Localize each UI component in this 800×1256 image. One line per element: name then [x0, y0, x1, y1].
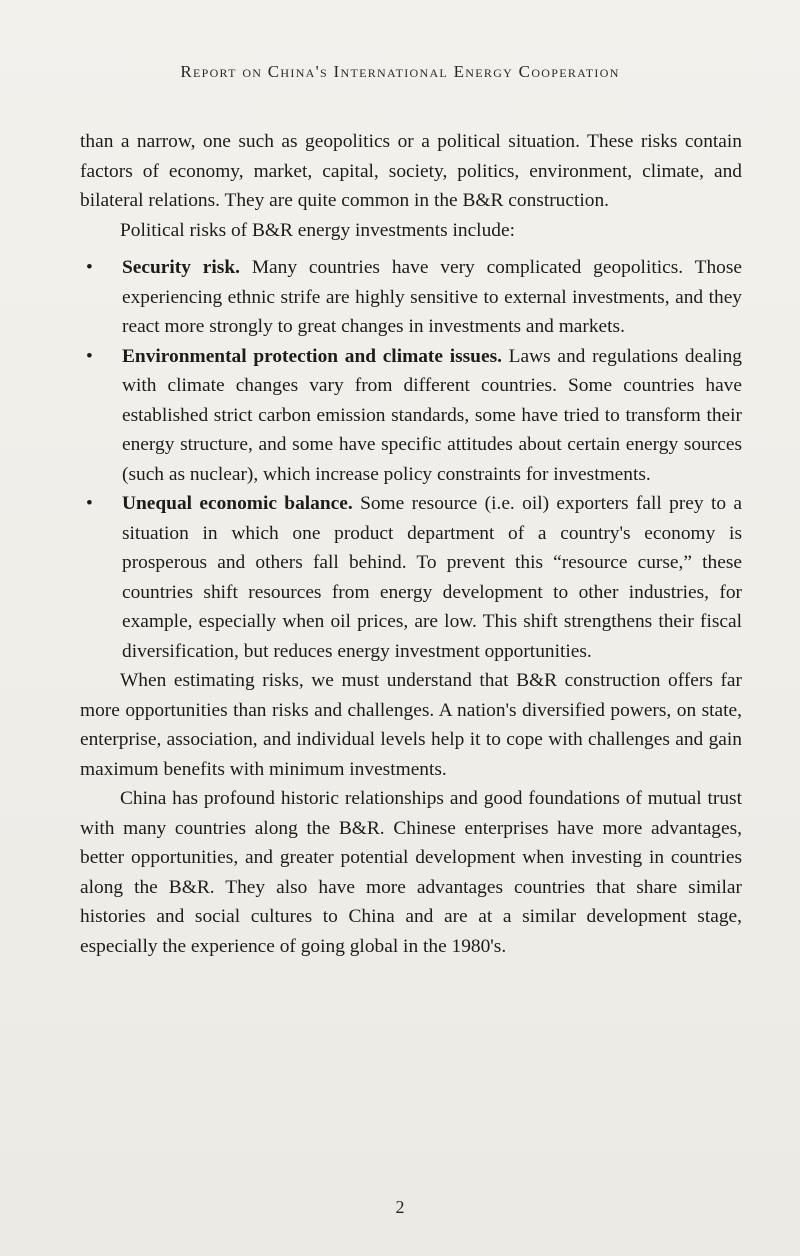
page-body	[80, 127, 742, 961]
paragraph-china: China has profound historic relationships and good foundations of mutual trust with many countries along the B&R. Chinese enterprises have more advantages, better opportunities, and greater potential development when investing in countries along the B&R. They also have more advantages countries that share similar histories and social cultures to China and are at a similar development stage, especially the experience of going global in the 1980's.	[80, 788, 742, 957]
risk-list	[80, 253, 742, 666]
list-item-title: Unequal economic balance.	[122, 493, 353, 514]
list-item-text: Many countries have very complicated geopolitics. Those experiencing ethnic strife are highly sensitive to external investments, and they react more strongly to great changes in investments and markets.	[122, 257, 742, 337]
list-item-title: Security risk.	[122, 257, 240, 278]
list-item	[80, 489, 742, 666]
list-item-text: Laws and regulations dealing with climate changes vary from different countries. Some countries have established strict carbon emission standards, some have tried to transform their energy structure, and some have specific attitudes about certain energy sources (such as nuclear), which increase policy constraints for investments.	[122, 345, 742, 485]
running-head: Report on China's International Energy Cooperation	[180, 62, 620, 81]
paragraph-risks: When estimating risks, we must understand that B&R construction offers far more opportunities than risks and challenges. A nation's diversified powers, on state, enterprise, association, and individual levels help it to cope with challenges and gain maximum benefits with minimum investments.	[80, 670, 742, 780]
list-item-text: Some resource (i.e. oil) exporters fall prey to a situation in which one product department of a country's economy is prosperous and others fall behind. To prevent this “resource curse,” these countries shift resources from energy development to other industries, for example, especially when oil prices, are low. This shift strengthens their fiscal diversification, but reduces energy investment opportunities.	[122, 493, 742, 662]
paragraph-lead: Political risks of B&R energy investments include:	[120, 219, 515, 241]
paragraph-intro: than a narrow, one such as geopolitics or a political situation. These risks contain factors of economy, market, capital, society, politics, environment, climate, and bilateral relations. They are quite common in the B&R construction.	[80, 131, 742, 211]
page-number: 2	[395, 1197, 405, 1217]
list-item	[80, 342, 742, 490]
bullet-icon: •	[86, 345, 93, 367]
bullet-icon: •	[86, 493, 93, 514]
list-item	[80, 253, 742, 342]
list-item-title: Environmental protection and climate issues.	[122, 345, 502, 367]
bullet-icon: •	[86, 257, 93, 278]
